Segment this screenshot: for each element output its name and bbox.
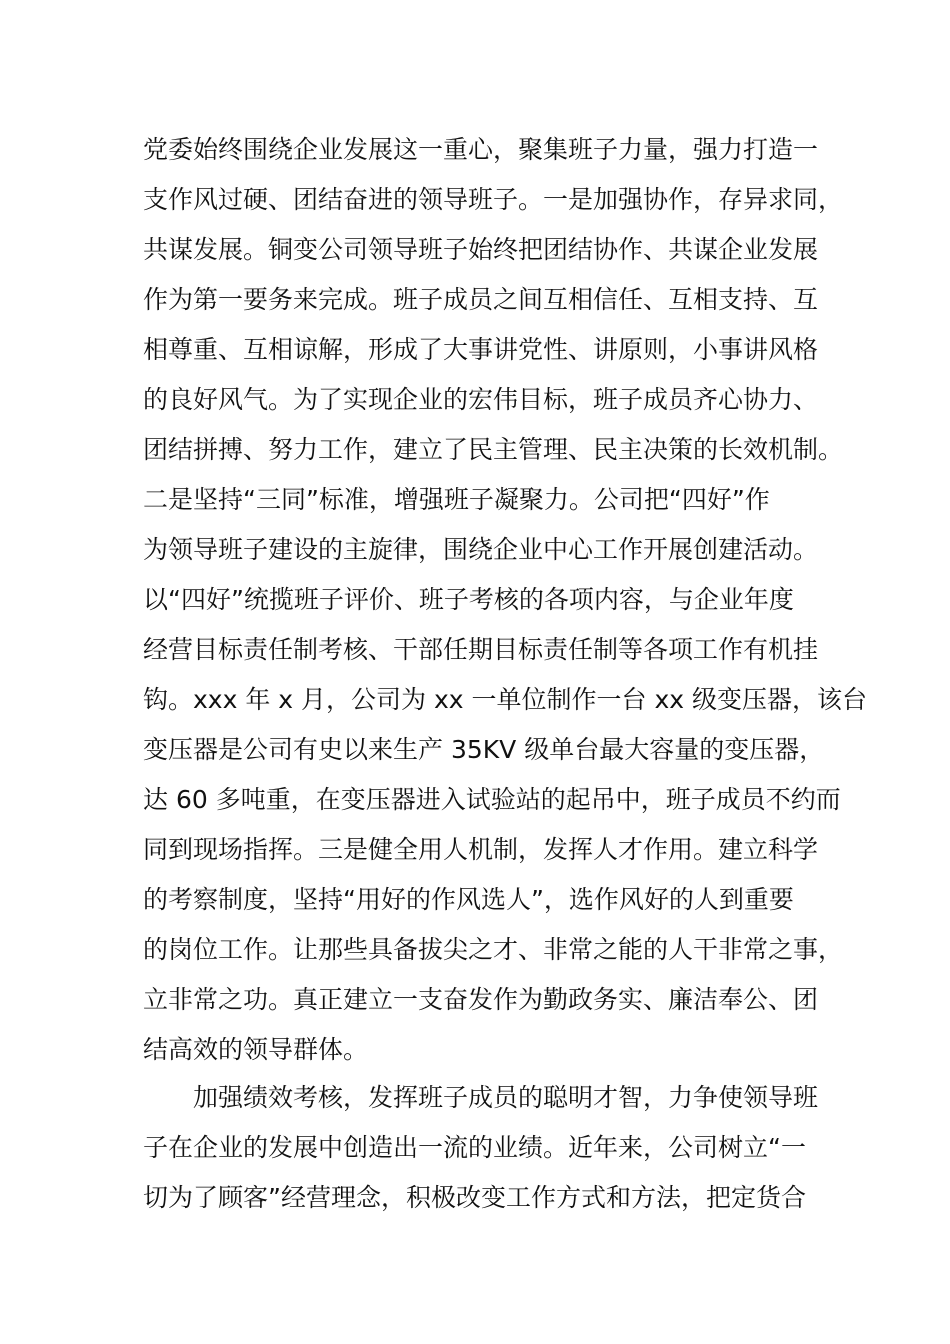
text-line: 的考察制度，坚持“用好的作风选人”，选作风好的人到重要 <box>143 885 794 914</box>
text-line: 同到现场指挥。三是健全用人机制，发挥人才作用。建立科学 <box>143 835 819 864</box>
text-line: 支作风过硬、团结奋进的领导班子。一是加强协作，存异求同， <box>143 185 844 214</box>
text-line: 相尊重、互相谅解，形成了大事讲党性、讲原则，小事讲风格 <box>143 335 819 364</box>
text-line: 团结拼搏、努力工作，建立了民主管理、民主决策的长效机制。 <box>143 435 844 464</box>
text-line: 党委始终围绕企业发展这一重心，聚集班子力量，强力打造一 <box>143 135 819 164</box>
paragraph-1 <box>143 125 867 1075</box>
text-line: 加强绩效考核，发挥班子成员的聪明才智，力争使领导班 <box>193 1083 819 1112</box>
text-line: 切为了顾客”经营理念，积极改变工作方式和方法，把定货合 <box>143 1183 806 1212</box>
text-line: 的岗位工作。让那些具备拔尖之才、非常之能的人干非常之事， <box>143 935 844 964</box>
text-line: 钩。xxx 年 x 月，公司为 xx 一单位制作一台 xx 级变压器，该台 <box>143 685 867 714</box>
text-line: 的良好风气。为了实现企业的宏伟目标，班子成员齐心协力、 <box>143 385 819 414</box>
text-line: 二是坚持“三同”标准，增强班子凝聚力。公司把“四好”作 <box>143 485 770 514</box>
text-line: 立非常之功。真正建立一支奋发作为勤政务实、廉洁奉公、团 <box>143 985 819 1014</box>
text-line: 以“四好”统揽班子评价、班子考核的各项内容，与企业年度 <box>143 585 794 614</box>
text-line: 经营目标责任制考核、干部任期目标责任制等各项工作有机挂 <box>143 635 819 664</box>
text-line: 达 60 多吨重，在变压器进入试验站的起吊中，班子成员不约而 <box>143 785 841 814</box>
text-line: 结高效的领导群体。 <box>143 1035 369 1064</box>
text-line: 为领导班子建设的主旋律，围绕企业中心工作开展创建活动。 <box>143 535 819 564</box>
text-line: 共谋发展。铜变公司领导班子始终把团结协作、共谋企业发展 <box>143 235 819 264</box>
paragraph-2 <box>143 1073 823 1223</box>
text-line: 变压器是公司有史以来生产 35KV 级单台最大容量的变压器， <box>143 735 825 764</box>
text-line: 子在企业的发展中创造出一流的业绩。近年来，公司树立“一 <box>143 1133 806 1162</box>
text-line: 作为第一要务来完成。班子成员之间互相信任、互相支持、互 <box>143 285 819 314</box>
